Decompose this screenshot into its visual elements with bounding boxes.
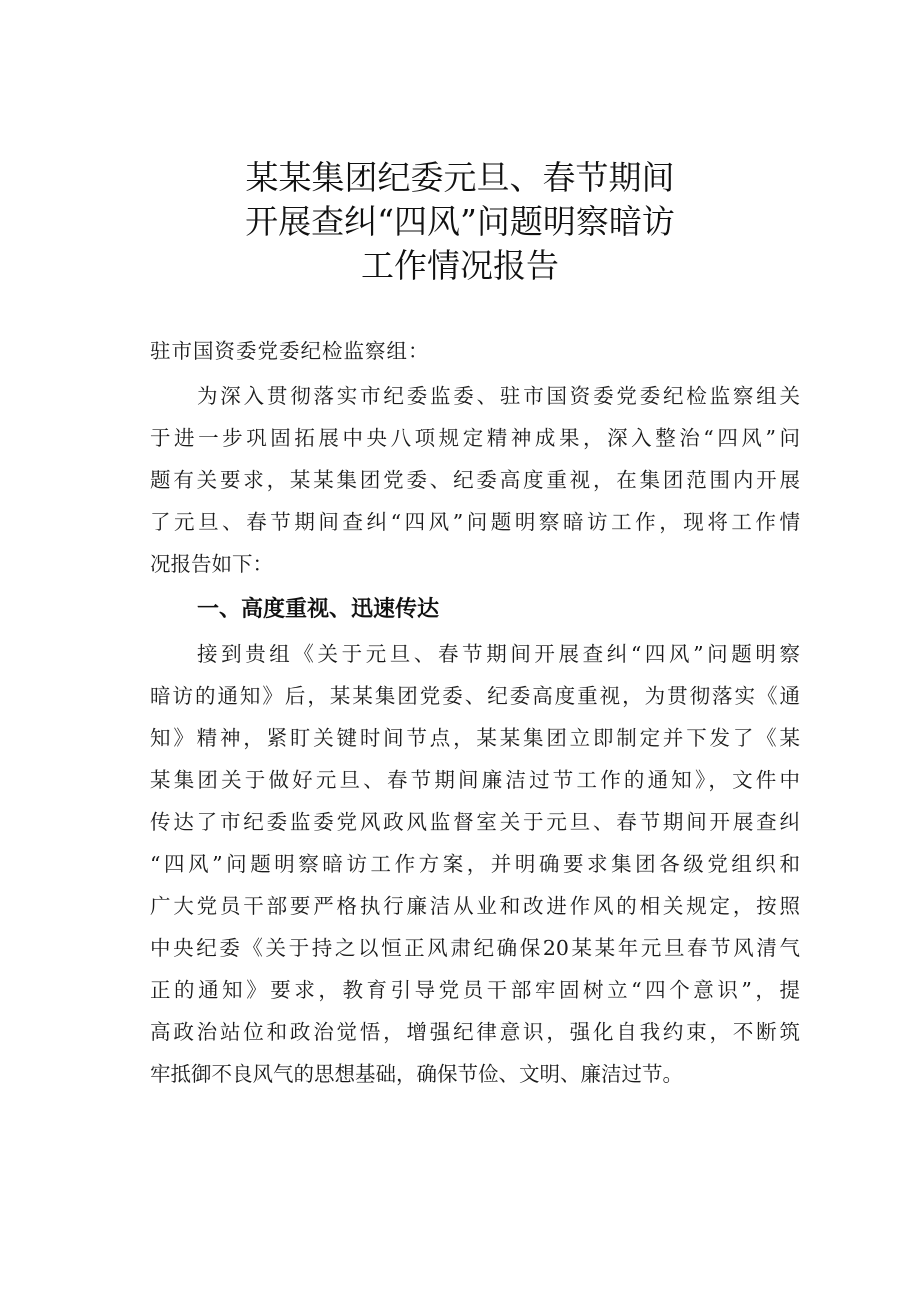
- document-title-line-2: 开展查纠“四风”问题明察暗访: [245, 202, 675, 241]
- section-1-paragraph-line: 传达了市纪委监委党风政风监督室关于元旦、春节期间开展查纠: [150, 810, 800, 834]
- section-1-paragraph-line: 中央纪委《关于持之以恒正风肃纪确保20某某年元旦春节风清气: [150, 936, 800, 960]
- intro-paragraph-line: 为深入贯彻落实市纪委监委、驻市国资委党委纪检监察组关: [197, 384, 800, 408]
- intro-paragraph-line: 了元旦、春节期间查纠“四风”问题明察暗访工作，现将工作情: [150, 510, 800, 534]
- section-1-heading: 一、高度重视、迅速传达: [197, 597, 440, 622]
- intro-paragraph-line: 题有关要求，某某集团党委、纪委高度重视，在集团范围内开展: [150, 468, 800, 492]
- section-1-paragraph-line: 知》精神，紧盯关键时间节点，某某集团立即制定并下发了《某: [150, 726, 800, 750]
- section-1-paragraph-line: 某集团关于做好元旦、春节期间廉洁过节工作的通知》，文件中: [150, 768, 800, 792]
- section-1-paragraph-line: 正的通知》要求，教育引导党员干部牢固树立“四个意识”，提: [150, 978, 800, 1002]
- section-1-paragraph-line: 暗访的通知》后，某某集团党委、纪委高度重视，为贯彻落实《通: [150, 684, 800, 708]
- section-1-paragraph-line: 接到贵组《关于元旦、春节期间开展查纠“四风”问题明察: [197, 642, 800, 666]
- document-title-line-3: 工作情况报告: [361, 246, 559, 285]
- document-title-line-1: 某某集团纪委元旦、春节期间: [245, 158, 675, 197]
- section-1-paragraph-line: 高政治站位和政治觉悟，增强纪律意识，强化自我约束，不断筑: [150, 1020, 800, 1044]
- section-1-paragraph-line: 广大党员干部要严格执行廉洁从业和改进作风的相关规定，按照: [150, 894, 800, 918]
- salutation: 驻市国资委党委纪检监察组：: [150, 339, 430, 363]
- intro-paragraph-line: 于进一步巩固拓展中央八项规定精神成果，深入整治“四风”问: [150, 426, 800, 450]
- section-1-paragraph-line: 牢抵御不良风气的思想基础，确保节俭、文明、廉洁过节。: [150, 1062, 683, 1086]
- intro-paragraph-line: 况报告如下：: [150, 552, 273, 576]
- section-1-paragraph-line: “四风”问题明察暗访工作方案，并明确要求集团各级党组织和: [150, 852, 800, 876]
